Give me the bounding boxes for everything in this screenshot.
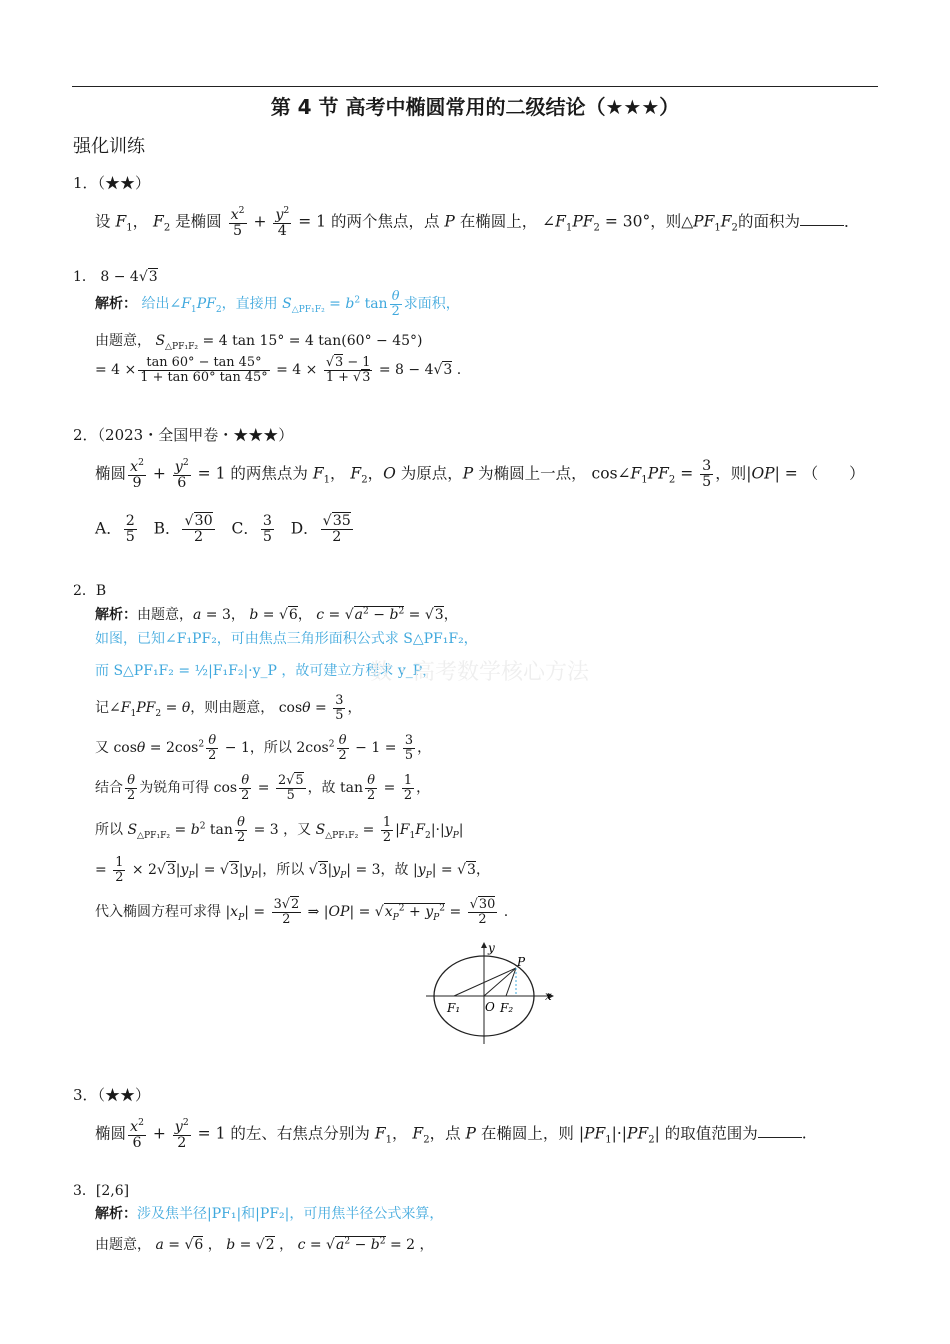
q1-tail: ．	[843, 212, 860, 231]
answer-2-line-7: 所以 $S_{\triangle PF_1F_2} = b^2$ tan $\frac{\theta}{2}$ = 3 ，又 $S_{\triangle PF_1F_2}$ = $\frac{1}{2}$ $|F_1F_2|\cdot|y_P|$	[95, 815, 464, 845]
answer-3: 3．[2,6]	[73, 1183, 130, 1199]
answer-2-line-9: 代入椭圆方程可求得 $|x_P|$ = $\frac{3√2}{2}$ ⇒ $|OP| = √x_P^2 + y_P^2$ = $\frac{√30}{2}$ .	[95, 897, 509, 927]
answer-2-hint-2: 而 S△PF₁F₂ = ½|F₁F₂|·y_P ，故可建立方程求 y_P，	[95, 663, 437, 679]
choice-d[interactable]: D．	[290, 519, 319, 538]
label-o: O	[485, 1000, 495, 1014]
answer-1-hint: 解析： 给出$\angle F_1PF_2$，直接用 $S_{\triangle PF_1F_2} = b^2$ tan $\frac{\theta}{2}$ 求面积，	[95, 289, 460, 319]
choice-b[interactable]: B．	[153, 519, 181, 538]
q1-l1: 由题意，	[95, 333, 151, 349]
y-axis-arrow	[481, 942, 487, 948]
choice-c[interactable]: C．	[231, 519, 259, 538]
answer-1-line-2: 由题意， $S_{\triangle PF_1F_2} = 4$ tan 15° = 4 tan(60° − 45°)	[95, 333, 423, 352]
answer-2: 2．B	[73, 583, 107, 599]
answer-3-hint-text: 涉及焦半径|PF₁|和|PF₂|，可用焦半径公式来算，	[137, 1206, 444, 1222]
answer-3-hint	[95, 1203, 443, 1223]
top-rule	[72, 86, 878, 87]
answer-2-line-5: 又 $\cos\theta = 2\cos^2$ $\frac{\theta}{2}$ − 1，所以 $2\cos^2$ $\frac{\theta}{2}$ − 1 = $\frac{3}{5}$ ，	[95, 733, 432, 763]
analysis-label: 解析：	[95, 296, 137, 313]
answer-1-number: 1．	[73, 269, 96, 285]
answer-blank	[800, 224, 844, 226]
label-x: x	[545, 989, 552, 1003]
answer-2-line-1: 解析：由题意，a = 3， b = √6， $c = √a^2 - b^2 = √3$，	[95, 606, 458, 623]
question-2-choices: A． $\frac{2}{5}$ B． $\frac{√30}{2}$ C． $\frac{3}{5}$ D． $\frac{√35}{2}$	[95, 513, 351, 545]
watermark: 数 · 高考数学核心方法	[370, 660, 589, 685]
answer-3-line-2: 由题意， a = √6 ， b = √2 ， $c = √a^2 - b^2 = 2$ ，	[95, 1236, 434, 1253]
label-p: P	[517, 955, 526, 969]
question-3-body: 椭圆 $\frac{x^2}{6}$ + $\frac{y^2}{2}$ = 1 的左、右焦点分别为 $F_1$， $F_2$，点 P 在椭圆上，则 $|PF_1|\cdot|PF_2|$ 的取值范围为 .	[95, 1117, 807, 1151]
question-2-header: 2．（2023・全国甲卷・★★★）	[73, 426, 294, 444]
answer-blank-3	[758, 1136, 802, 1138]
question-1-body: 设 $F_1$， $F_2$ 是椭圆 $\frac{x^2}{5}$ + $\frac{y^2}{4}$ = 1 的两个焦点，点 P 在椭圆上， $\angle F_1PF_2 = 30^\circ$，则$\triangle PF_1F_2$的面积为 ．	[95, 205, 860, 239]
ellipse-figure	[418, 940, 558, 1048]
label-f2: F₂	[500, 1001, 514, 1015]
answer-1-line-3: = 4 × $\frac{\tan 60^\circ - \tan 45^\circ}{1 + \tan 60^\circ \tan 45^\circ}$ = 4 × $\frac{√3 - 1}{1 + √3}$ = 8 − 4√3 .	[95, 355, 462, 385]
answer-2-line-6: 结合 $\frac{\theta}{2}$ 为锐角可得 cos $\frac{\theta}{2}$ = $\frac{2√5}{5}$ ，故 tan $\frac{\theta}{2}$ = $\frac{1}{2}$ ，	[95, 773, 431, 803]
q1-area-text: 的面积为	[737, 212, 800, 231]
question-1-header: 1．（★★）	[73, 174, 151, 192]
label-y: y	[488, 941, 495, 955]
page-title: 第 4 节 高考中椭圆常用的二级结论（★★★）	[270, 95, 680, 119]
analysis-label-3: 解析：	[95, 1206, 137, 1222]
answer-2-line-8: = $\frac{1}{2}$ × $2√3|y_P| = √3|y_P|$，所以 $√3|y_P| = 3$，故 $|y_P| = √3$，	[95, 855, 490, 885]
analysis-label-2: 解析：	[95, 607, 137, 623]
label-f1: F₁	[447, 1001, 461, 1015]
question-2-body: 椭圆 $\frac{x^2}{9}$ + $\frac{y^2}{6}$ = 1 的两焦点为 $F_1$， $F_2$，O 为原点，P 为椭圆上一点， $\cos\angle F_1PF_2$ = $\frac{3}{5}$ ，则|OP| = （ ）	[95, 457, 865, 491]
question-3-header: 3．（★★）	[73, 1086, 151, 1104]
answer-2-hint-1: 如图，已知∠F₁PF₂，可由焦点三角形面积公式求 S△PF₁F₂，	[95, 631, 478, 647]
answer-2-line-4: 记$\angle F_1PF_2 = \theta$，则由题意， cosθ = $\frac{3}{5}$ ，	[95, 693, 362, 723]
section-heading: 强化训练	[73, 136, 145, 157]
choice-a[interactable]: A．	[95, 519, 122, 538]
segment-f1p	[454, 968, 516, 996]
answer-1: 1． 8 − 4√3	[73, 269, 158, 285]
